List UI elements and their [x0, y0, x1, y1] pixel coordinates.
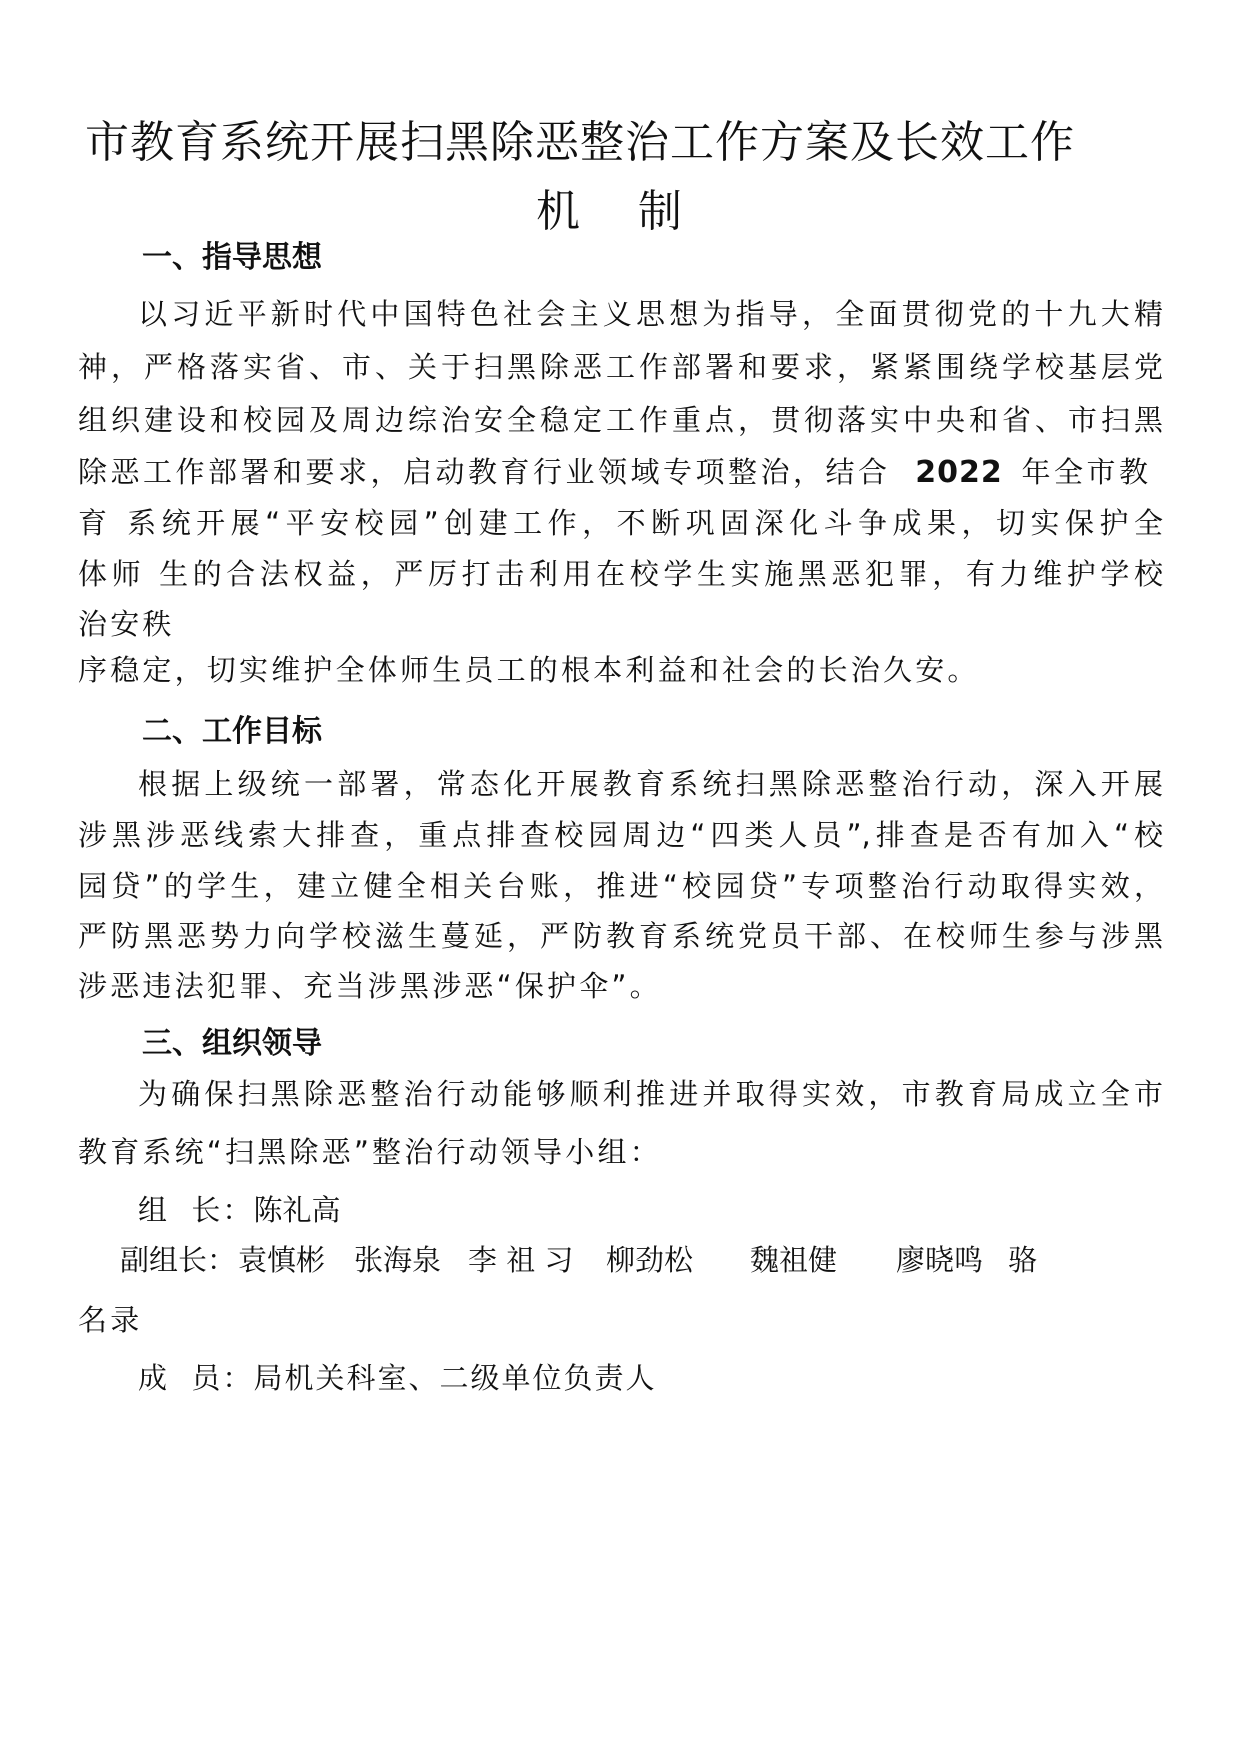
document-title-line-1: 市教育系统开展扫黑除恶整治工作方案及长效工作	[85, 117, 1075, 168]
deputy-name-6: 廖晓鸣	[896, 1243, 984, 1277]
deputy-name-4: 柳劲松	[606, 1243, 694, 1277]
section-2-line-4: 严防黑恶势力向学校滋生蔓延，严防教育系统党员干部、在校师生参与涉黑	[78, 919, 1163, 953]
members-row	[138, 1356, 656, 1397]
members-label: 成 员：	[138, 1361, 254, 1395]
deputy-name-1: 袁慎彬	[238, 1243, 326, 1277]
section-1-line-3: 组织建设和校园及周边综治安全稳定工作重点，贯彻落实中央和省、市扫黑	[78, 403, 1163, 437]
members-value: 局机关科室、二级单位负责人	[253, 1361, 657, 1395]
deputy-continued: 名录	[78, 1303, 143, 1337]
section-2-line-1: 根据上级统一部署，常态化开展教育系统扫黑除恶整治行动，深入开展	[138, 767, 1163, 801]
section-1-line-4-text-a: 除恶工作部署和要求，启动教育行业领域专项整治，结合	[78, 455, 891, 489]
section-2-line-5: 涉恶违法犯罪、充当涉黑涉恶“保护伞”。	[78, 969, 662, 1003]
deputy-name-5: 魏祖健	[750, 1243, 838, 1277]
section-3-line-1: 为确保扫黑除恶整治行动能够顺利推进并取得实效，市教育局成立全市	[138, 1077, 1163, 1111]
leader-name: 陈礼高	[253, 1193, 341, 1227]
document-title-line-2: 机 制	[536, 186, 704, 237]
section-2-line-3: 园贷”的学生，建立健全相关台账，推进“校园贷”专项整治行动取得实效，	[78, 869, 1163, 903]
section-1-heading: 一、指导思想	[142, 240, 322, 275]
deputy-label: 副组长：	[120, 1243, 237, 1277]
deputy-name-2: 张海泉	[354, 1243, 442, 1277]
section-1-line-4	[78, 450, 1163, 491]
deputy-row	[120, 1238, 1170, 1278]
section-1-line-5: 育 系统开展“平安校园”创建工作，不断巩固深化斗争成果，切实保护全	[78, 506, 1163, 540]
section-2-line-2: 涉黑涉恶线索大排查，重点排查校园周边“四类人员”,排查是否有加入“校	[78, 818, 1163, 852]
section-1-line-1: 以习近平新时代中国特色社会主义思想为指导，全面贯彻党的十九大精	[138, 297, 1163, 331]
section-2-heading: 二、工作目标	[142, 714, 322, 749]
section-1-line-8: 序稳定，切实维护全体师生员工的根本利益和社会的长治久安。	[78, 653, 980, 687]
section-1-line-7: 治安秩	[78, 607, 175, 641]
section-1-line-6: 体师 生的合法权益，严厉打击利用在校学生实施黑恶犯罪，有力维护学校	[78, 557, 1163, 591]
section-1-line-4-text-b: 年全市教	[1021, 455, 1152, 489]
leader-row	[138, 1188, 340, 1229]
deputy-name-7: 骆	[1008, 1243, 1038, 1277]
leader-label: 组 长：	[138, 1193, 254, 1227]
section-1-line-2: 神，严格落实省、市、关于扫黑除恶工作部署和要求，紧紧围绕学校基层党	[78, 350, 1163, 384]
section-3-heading: 三、组织领导	[142, 1026, 322, 1061]
deputy-name-3: 李 祖 习	[468, 1243, 574, 1277]
section-3-line-2: 教育系统“扫黑除恶”整治行动领导小组：	[78, 1135, 662, 1169]
section-1-year: 2022	[915, 455, 1003, 490]
